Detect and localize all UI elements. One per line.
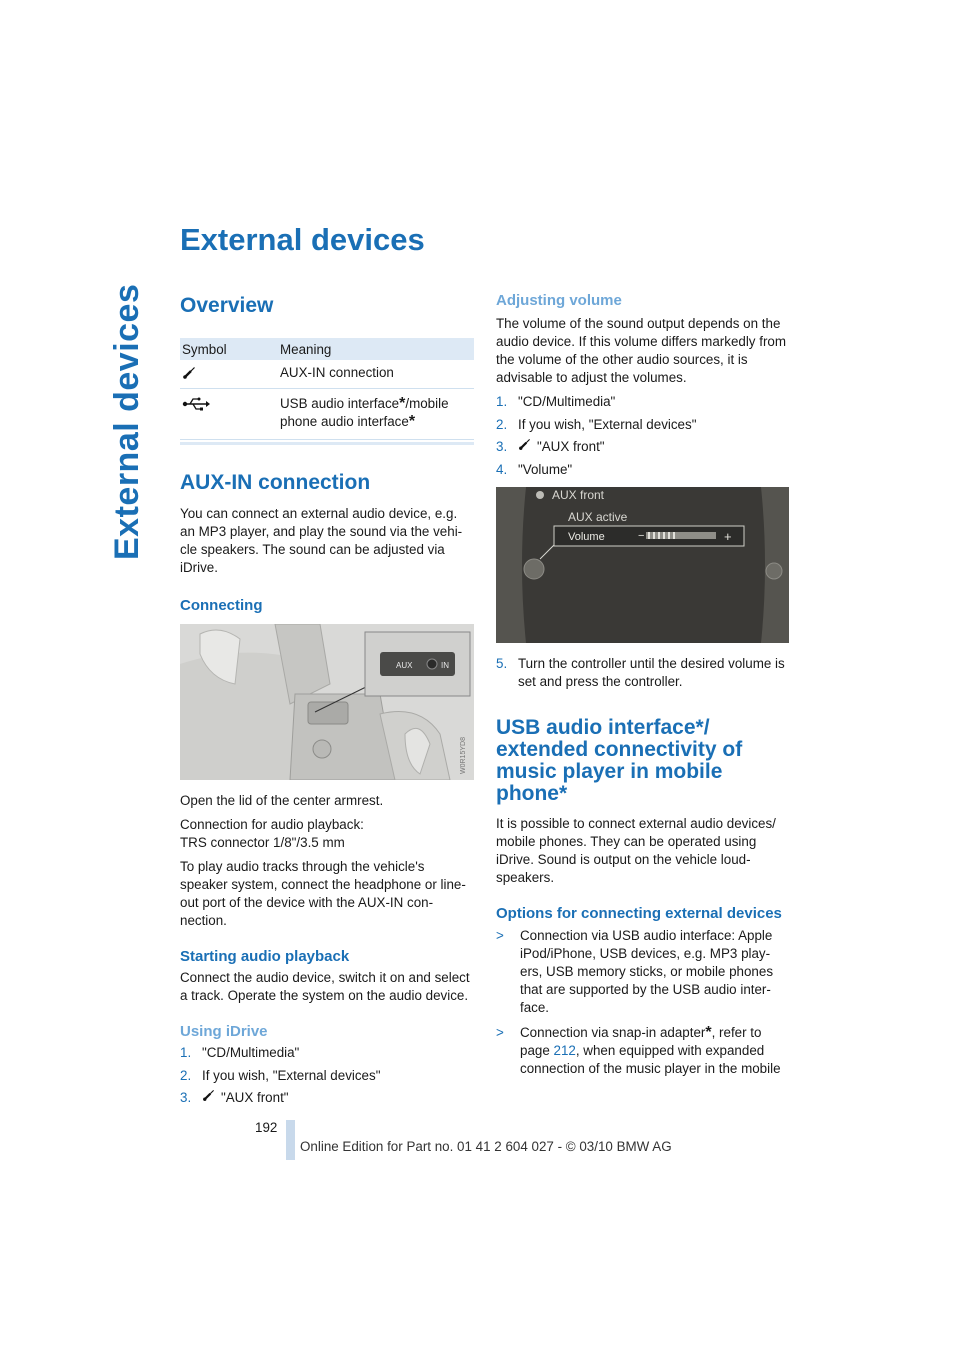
- list-item: 1. "CD/Multimedia": [180, 1045, 300, 1060]
- screen-volume-label: Volume: [568, 530, 605, 543]
- connection-label: Connection for audio playback:: [180, 817, 364, 832]
- meaning-column-header: Meaning: [280, 341, 332, 357]
- page-number: 192: [255, 1120, 278, 1135]
- options-list: [496, 927, 790, 1078]
- table-row: [180, 360, 474, 389]
- armrest-illustration: [180, 624, 474, 780]
- aux-plug-icon: [180, 364, 280, 382]
- screen-title: AUX front: [552, 487, 605, 502]
- table-bottom-rule: [180, 442, 474, 445]
- aux-plug-icon: [202, 1089, 215, 1107]
- page-title: External devices: [180, 222, 425, 257]
- in-port-label: IN: [441, 661, 449, 670]
- using-idrive-heading: Using iDrive: [180, 1023, 268, 1040]
- armrest-text: Open the lid of the center armrest.: [180, 793, 384, 808]
- aux-plug-icon: [518, 438, 531, 456]
- list-item: 2. If you wish, "External devices": [180, 1067, 381, 1083]
- list-item: 3. "AUX front": [180, 1089, 474, 1107]
- aux-intro: You can connect an external audio device, e.g. an MP3 player, and play the sound via the vehi-cle speakers. The sound can be adjusted via iDrive.: [180, 506, 463, 575]
- footer-text: Online Edition for Part no. 01 41 2 604 027 - © 03/10 BMW AG: [300, 1139, 672, 1154]
- start-playback-heading: Starting audio playback: [180, 948, 350, 965]
- list-item: 4. "Volume": [496, 461, 573, 477]
- volume-heading: Adjusting volume: [496, 292, 622, 309]
- table-row: [180, 389, 474, 440]
- symbol-column-header: Symbol: [182, 341, 227, 357]
- overview-heading: Overview: [180, 294, 274, 317]
- usb-icon: [180, 395, 280, 431]
- volume-steps: [496, 393, 790, 479]
- connector-spec: TRS connector 1/8"/3.5 mm: [180, 835, 345, 850]
- page-link[interactable]: 212: [553, 1042, 576, 1058]
- idrive-steps: [180, 1044, 474, 1107]
- connecting-heading: Connecting: [180, 597, 263, 614]
- left-column: [180, 290, 474, 1112]
- list-item: 5. Turn the controller until the desired volume is set and press the controller.: [496, 655, 785, 689]
- usb-heading: USB audio interface*/ extended connectivity of music player in mobile phone*: [496, 715, 743, 805]
- idrive-screen-image: [496, 487, 789, 643]
- right-column: [496, 292, 790, 1085]
- symbol-meaning: USB audio interface*/mobile phone audio interface*: [280, 395, 449, 430]
- symbol-meaning: AUX-IN connection: [280, 365, 394, 380]
- side-tab-label: External devices: [108, 283, 146, 560]
- start-playback-text: Connect the audio device, switch it on and select a track. Operate the system on the audio device.: [180, 970, 470, 1003]
- usb-intro: It is possible to connect external audio devices/ mobile phones. They can be operated using iDrive. Sound is output on the vehicle loud-speakers.: [496, 815, 776, 885]
- list-item: 3. "AUX front": [496, 438, 790, 456]
- photo-code: W0R15YD8: [460, 737, 467, 774]
- screen-status: AUX active: [568, 509, 628, 524]
- svg-text:+: +: [724, 528, 732, 544]
- aux-heading: AUX-IN connection: [180, 471, 371, 494]
- options-heading: Options for connecting external devices: [496, 904, 782, 922]
- list-item: 2. If you wish, "External devices": [496, 416, 697, 432]
- playback-text: To play audio tracks through the vehicle's speaker system, connect the headphone or line-out port of the device with the AUX-IN con-nection.: [180, 859, 466, 928]
- symbol-table-header: [180, 338, 474, 360]
- svg-text:−: −: [638, 529, 645, 542]
- list-item: 1. "CD/Multimedia": [496, 394, 616, 409]
- list-item: > Connection via snap-in adapter*, refer to page 212, when equipped with expanded connection of the music player in the mobile: [496, 1023, 781, 1076]
- aux-port-label: AUX: [396, 661, 413, 670]
- volume-step-5: [496, 655, 790, 691]
- armrest-photo: [180, 624, 474, 780]
- volume-intro: The volume of the sound output depends on the audio device. If this volume differs markedly from the volume of the other audio sources, it is advisable to adjust the volumes.: [496, 316, 787, 385]
- symbol-table: [180, 338, 474, 445]
- list-item: > Connection via USB audio interface: Apple iPod/iPhone, USB devices, e.g. MP3 play-ers, USB memory sticks, or mobile phones that are supported by the USB audio inter-face.: [496, 927, 774, 1015]
- footer-bar: [286, 1120, 295, 1160]
